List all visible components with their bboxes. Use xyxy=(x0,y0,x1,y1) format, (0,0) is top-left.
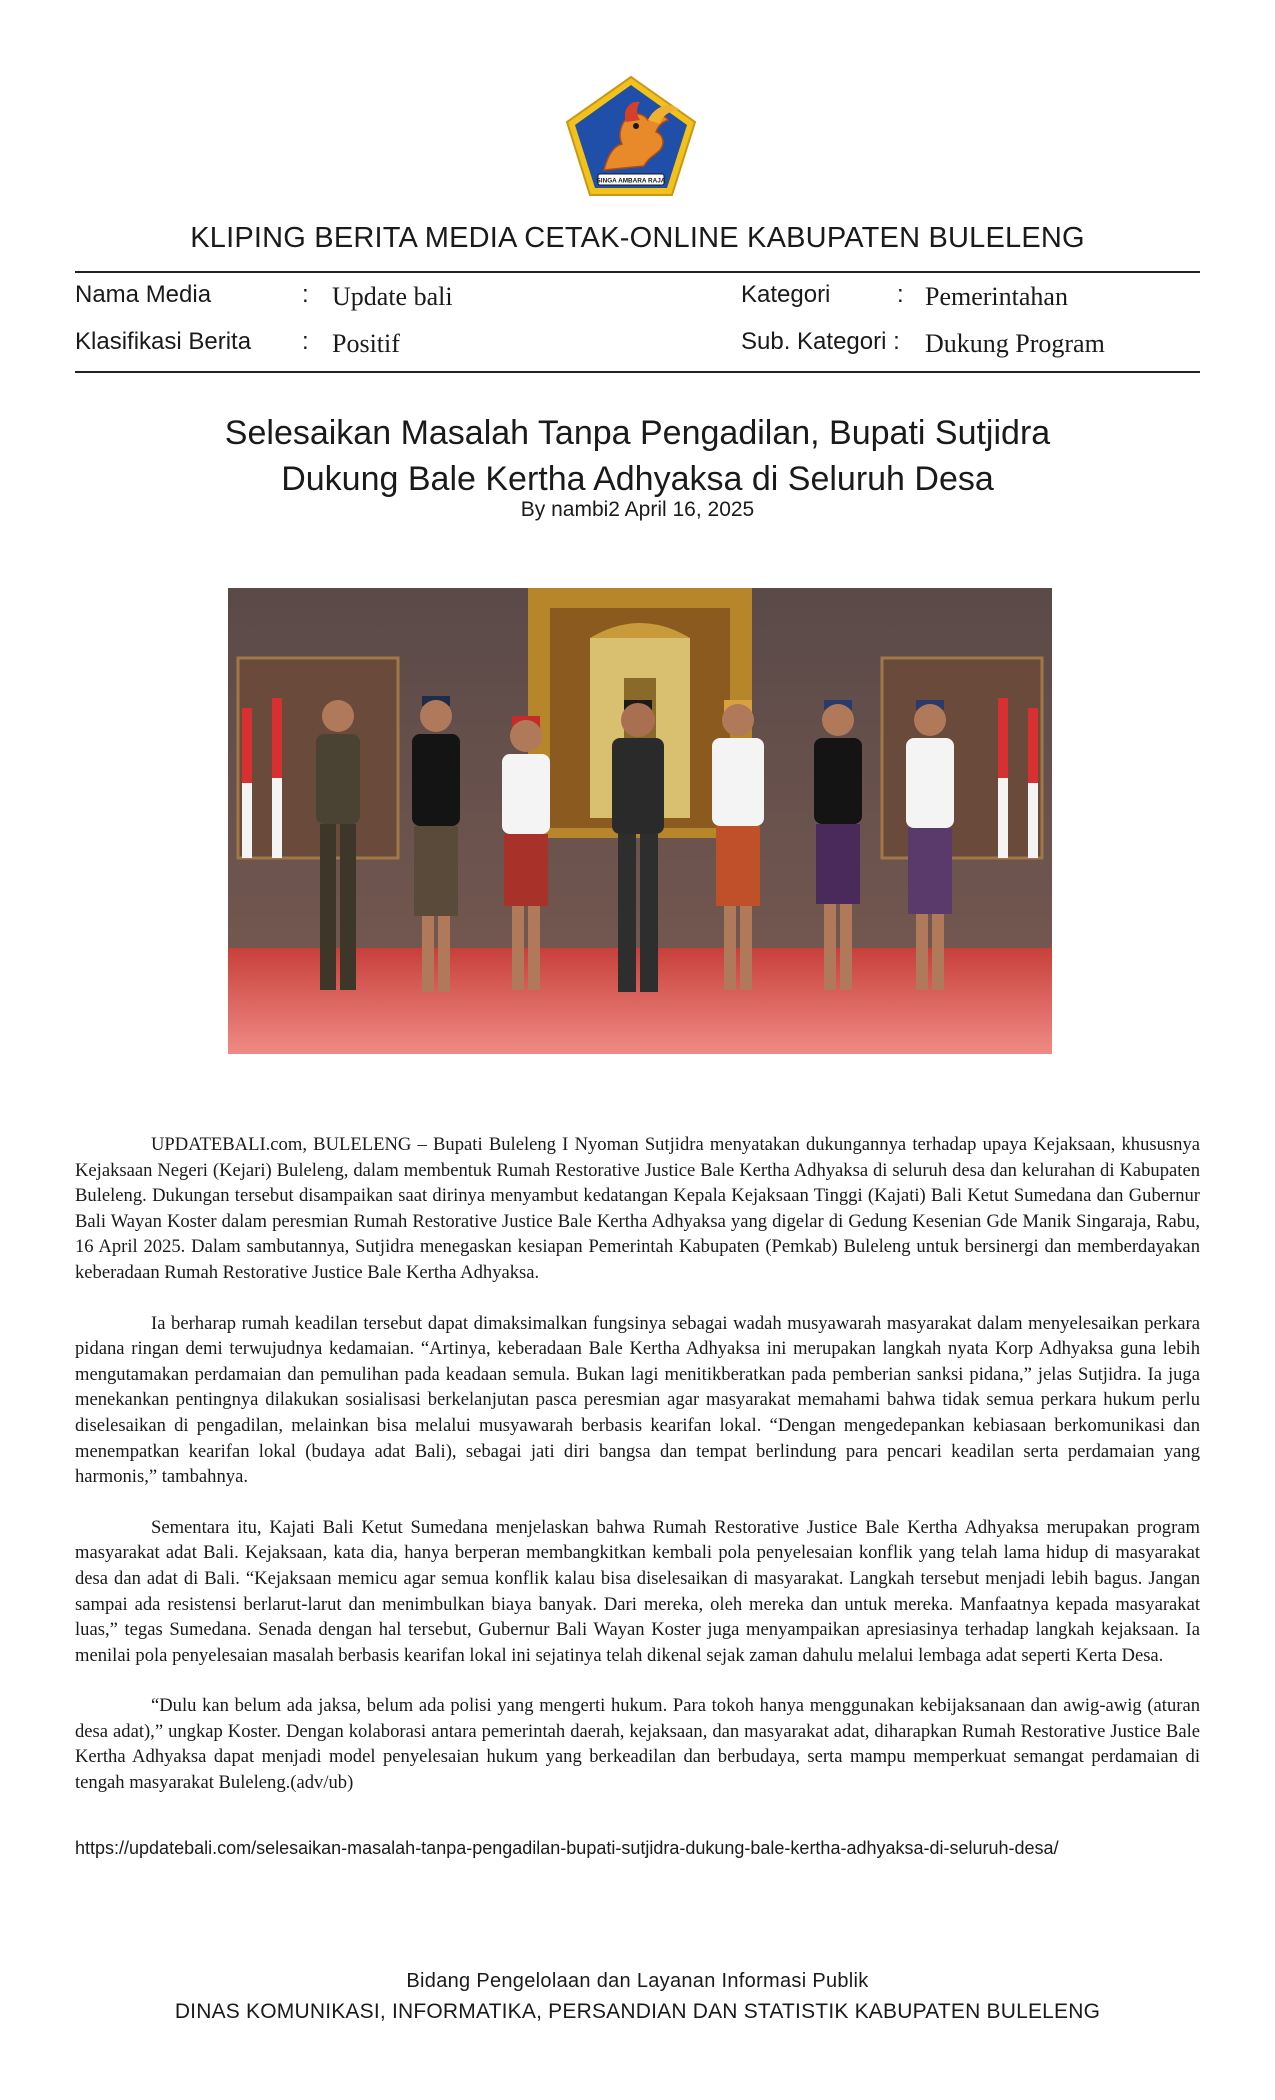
klasifikasi-value: Positif xyxy=(332,329,400,358)
header-top-rule xyxy=(75,271,1200,273)
kategori-colon: : xyxy=(897,281,904,308)
footer-agency: DINAS KOMUNIKASI, INFORMATIKA, PERSANDIAN DAN STATISTIK KABUPATEN BULELENG xyxy=(174,2000,1101,2023)
header-bottom-rule xyxy=(75,371,1200,373)
kabupaten-buleleng-crest-icon xyxy=(564,74,698,198)
logo-motto-text: SINGA AMBARA RAJA xyxy=(596,177,666,185)
article-title-line-2: Dukung Bale Kertha Adhyaksa di Seluruh Desa xyxy=(281,460,994,498)
page-heading: KLIPING BERITA MEDIA CETAK-ONLINE KABUPATEN BULELENG xyxy=(190,222,1085,254)
article-photo xyxy=(228,588,1052,1054)
klasifikasi-label: Klasifikasi Berita xyxy=(75,328,252,355)
article-body xyxy=(75,1132,1200,1821)
article-title-line-1: Selesaikan Masalah Tanpa Pengadilan, Bupati Sutjidra xyxy=(224,414,1051,452)
article-paragraph-1: UPDATEBALI.com, BULELENG – Bupati Buleleng I Nyoman Sutjidra menyatakan dukungannya terhadap upaya Kejaksaan, khususnya Kejaksaan Negeri (Kejari) Buleleng, dalam membentuk Rumah Restorative Justice Bale Kertha Adhyaksa di seluruh desa dan kelurahan di Kabupaten Buleleng. Dukungan tersebut disampaikan saat dirinya menyambut kedatangan Kepala Kejaksaan Tinggi (Kajati) Bali Ketut Sumedana dan Gubernur Bali Wayan Koster dalam peresmian Rumah Restorative Justice Bale Kertha Adhyaksa yang digelar di Gedung Kesenian Gde Manik Singaraja, Rabu, 16 April 2025. Dalam sambutannya, Sutjidra menegaskan kesiapan Pemerintah Kabupaten (Pemkab) Buleleng untuk bersinergi dan memberdayakan keberadaan Rumah Restorative Justice Bale Kertha Adhyaksa. xyxy=(75,1134,1200,1283)
article-paragraph-2: Ia berharap rumah keadilan tersebut dapat dimaksimalkan fungsinya sebagai wadah musyawarah masyarakat dalam menyelesaikan perkara pidana ringan demi terwujudnya kedamaian. “Artinya, keberadaan Bale Kertha Adhyaksa ini merupakan langkah nyata Korp Adhyaksa guna lebih mengutamakan perdamaian dan pemulihan pada keadaan semula. Bukan lagi menitikberatkan pada pemberian sanksi pidana,” jelas Sutjidra. Ia juga menekankan pentingnya dilakukan sosialisasi berkelanjutan pasca peresmian agar masyarakat memahami bahwa tidak semua perkara hukum perlu diselesaikan di pengadilan, melainkan bisa melalui musyawarah berbasis kearifan lokal. “Dengan mengedepankan kebiasaan berkomunikasi dan menempatkan kearifan lokal (budaya adat Bali), sebagai jati diri bangsa dan tempat berlindung para pencari keadilan serta perdamaian yang harmonis,” tambahnya. xyxy=(75,1312,1200,1488)
article-paragraph-4: “Dulu kan belum ada jaksa, belum ada polisi yang mengerti hukum. Para tokoh hanya menggunakan kebijaksanaan dan awig-awig (aturan desa adat),” ungkap Koster. Dengan kolaborasi antara pemerintah daerah, kejaksaan, dan masyarakat adat, diharapkan Rumah Restorative Justice Bale Kertha Adhyaksa dapat menjadi model penyelesaian hukum yang berkeadilan dan berbudaya, serta mampu memperkuat semangat perdamaian di tengah masyarakat Buleleng.(adv/ub) xyxy=(75,1695,1200,1794)
article-paragraph-3: Sementara itu, Kajati Bali Ketut Sumedana menjelaskan bahwa Rumah Restorative Justice Bale Kertha Adhyaksa merupakan program masyarakat adat Bali. Kejaksaan, kata dia, hanya berperan membangkitkan kembali pola penyelesaian konflik yang telah lama hidup di masyarakat desa dan adat di Bali. “Kejaksaan memicu agar semua konflik kalau bisa diselesaikan di masyarakat. Langkah tersebut menjadi lebih bagus. Jangan sampai ada resistensi berlarut-larut dan menimbulkan biaya banyak. Dari mereka, oleh mereka dan untuk mereka. Manfaatnya kepada masyarakat luas,” tegas Sumedana. Senada dengan hal tersebut, Gubernur Bali Wayan Koster juga menyampaikan apresiasinya terhadap langkah kejaksaan. Ia menilai pola penyelesaian masalah berbasis kearifan lokal ini sejatinya telah dikenal sejak zaman dahulu melalui lembaga adat seperti Kerta Desa. xyxy=(75,1516,1200,1666)
sub-kategori-value: Dukung Program xyxy=(925,329,1105,358)
article-title xyxy=(0,410,1275,502)
article-byline: By nambi2 April 16, 2025 xyxy=(520,498,755,521)
nama-media-label: Nama Media xyxy=(75,281,212,308)
footer-division: Bidang Pengelolaan dan Layanan Informasi Publik xyxy=(406,1970,869,1992)
kategori-value: Pemerintahan xyxy=(925,282,1068,311)
source-url: https://updatebali.com/selesaikan-masalah-tanpa-pengadilan-bupati-sutjidra-dukung-bale-kertha-adhyaksa-di-seluruh-desa/ xyxy=(75,1838,1059,1858)
sub-kategori-label: Sub. Kategori : xyxy=(741,328,900,355)
kategori-label: Kategori xyxy=(741,281,831,308)
nama-media-colon: : xyxy=(302,281,309,308)
klasifikasi-colon: : xyxy=(302,328,309,355)
nama-media-value: Update bali xyxy=(332,282,453,311)
